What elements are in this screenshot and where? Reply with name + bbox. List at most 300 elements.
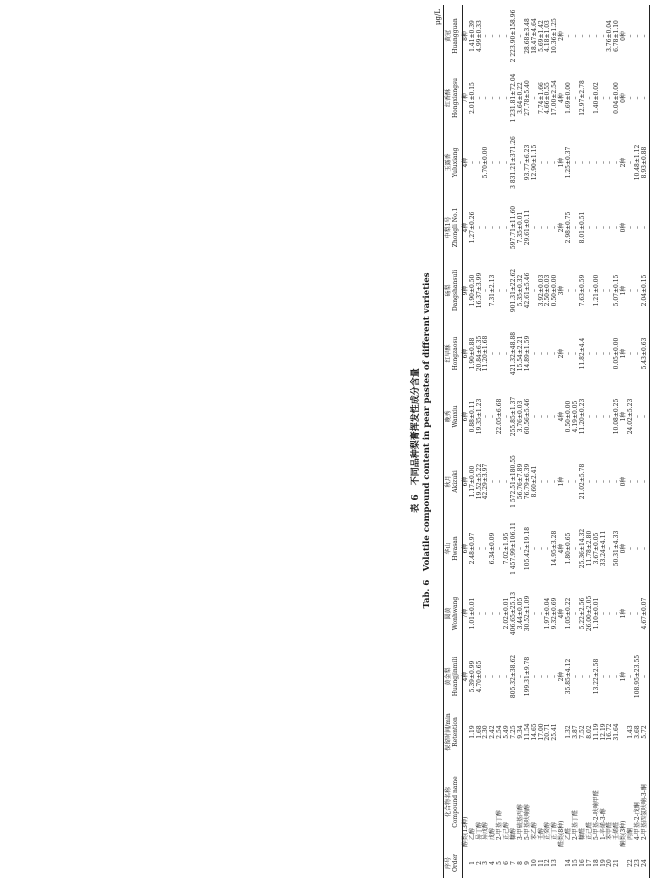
value-cell: 26.00±2.05	[585, 595, 593, 632]
value-cell: 5.07±0.15	[613, 274, 621, 307]
table-row	[607, 5, 614, 878]
value-cell: 597.71±11.60	[510, 205, 518, 250]
count-cell: 9种	[461, 285, 469, 296]
retention-cell: 16.72	[606, 723, 614, 741]
value-cell: –	[634, 96, 642, 100]
value-cell: 5.22±2.56	[578, 597, 586, 630]
value-cell: –	[572, 480, 580, 483]
value-cell: –	[606, 161, 614, 164]
value-cell: –	[565, 480, 573, 483]
column-header-en: Huangjinmili	[451, 656, 459, 697]
value-cell: –	[599, 226, 607, 229]
compound-name-cell: 2-甲基四氢呋喃-3-酮	[640, 784, 648, 840]
value-cell: 2.04±0.15	[640, 274, 648, 307]
order-cell: 3	[482, 861, 490, 865]
column-header	[444, 67, 463, 129]
count-cell: 4种	[558, 411, 566, 422]
column-header-en: Dangshansuli	[451, 269, 459, 312]
order-cell: 9	[523, 861, 531, 865]
value-cell: 17.00±2.54	[551, 80, 559, 116]
value-cell: 35.85±4.12	[565, 658, 573, 695]
column-header-en: Yuluxiang	[451, 147, 459, 178]
column-header	[444, 756, 463, 848]
table-row	[470, 5, 477, 878]
value-cell: 3.67±0.05	[592, 532, 600, 565]
value-cell: 33.24±4.11	[599, 530, 607, 567]
value-cell: –	[634, 34, 642, 38]
retention-cell: 7.52	[578, 725, 586, 739]
value-cell: –	[599, 612, 607, 615]
value-cell: –	[544, 352, 552, 355]
value-cell: 1 231.81±72.04	[510, 73, 518, 123]
value-cell: 93.77±6.23	[523, 144, 531, 181]
value-cell: –	[572, 547, 580, 550]
value-cell: –	[599, 352, 607, 355]
value-cell: –	[530, 226, 538, 229]
column-header-en: Hongxiangsu	[451, 77, 459, 119]
column-header-cn: 玉露香	[445, 153, 452, 172]
count-cell: 1种	[620, 608, 628, 619]
value-cell: –	[516, 675, 524, 678]
column-header-cn: 化合物名称	[445, 787, 452, 818]
value-cell: –	[627, 675, 635, 678]
header-row	[444, 5, 463, 878]
group-name-cell: 醛类(8种)	[558, 820, 566, 847]
value-cell: 76.79±6.39	[523, 463, 531, 500]
value-cell: 15.54±2.21	[516, 335, 524, 372]
value-cell: –	[482, 289, 490, 292]
retention-cell: 3.68	[634, 725, 642, 739]
value-cell: –	[516, 34, 524, 38]
count-cell: 4种	[558, 543, 566, 554]
value-cell: 7.35±0.01	[516, 211, 524, 244]
order-cell: 18	[592, 859, 600, 867]
order-cell: 13	[551, 859, 559, 867]
column-header-cn: 黄金梨	[445, 667, 452, 686]
value-cell: 7.74±1.66	[537, 82, 545, 114]
count-cell: 0种	[620, 476, 628, 487]
value-cell: 105.42±19.18	[523, 526, 531, 571]
column-header	[444, 582, 463, 645]
value-cell: –	[613, 226, 621, 229]
value-cell: –	[530, 352, 538, 355]
value-cell: –	[475, 226, 483, 229]
value-cell: –	[572, 161, 580, 164]
value-cell: –	[475, 612, 483, 615]
table-row	[490, 5, 497, 878]
value-cell: 3.76±0.04	[606, 20, 614, 52]
value-cell: –	[503, 161, 511, 164]
value-cell: 1.41±0.39	[468, 20, 476, 52]
value-cell: 1.01±0.01	[468, 597, 476, 630]
value-cell: 7.02±1.95	[503, 532, 511, 565]
value-cell: –	[572, 226, 580, 229]
value-cell: –	[482, 675, 490, 678]
value-cell: 14.89±1.59	[523, 335, 531, 372]
value-cell: –	[489, 161, 497, 164]
value-cell: 3 831.21±371.26	[510, 136, 518, 189]
table-row	[594, 5, 601, 878]
value-cell: 11.20±0.23	[578, 398, 586, 435]
column-header	[444, 196, 463, 259]
value-cell: 13.22±2.58	[592, 658, 600, 695]
compound-name-cell: 壬醇	[537, 827, 545, 840]
value-cell: 1.17±0.00	[468, 465, 476, 498]
value-cell: –	[592, 161, 600, 164]
value-cell: 6.34±0.09	[489, 532, 497, 565]
value-cell: 4.19±0.05	[572, 400, 580, 433]
value-cell: –	[537, 161, 545, 164]
value-cell: –	[627, 161, 635, 164]
value-cell: –	[578, 161, 586, 164]
compound-name-cell: 壬烯醛	[613, 821, 621, 840]
value-cell: 27.78±5.40	[523, 80, 531, 116]
group-row	[621, 5, 628, 878]
count-cell: 2种	[558, 222, 566, 233]
value-cell: –	[475, 161, 483, 164]
value-cell: –	[530, 96, 538, 100]
value-cell: 1.05±0.22	[565, 597, 573, 630]
value-cell: –	[503, 226, 511, 229]
table-row	[483, 5, 490, 878]
column-header	[444, 385, 463, 448]
value-cell: 29.61±0.11	[523, 209, 531, 246]
retention-cell: 2.42	[489, 725, 497, 739]
value-cell: 42.61±5.46	[523, 272, 531, 309]
order-cell: 7	[510, 861, 518, 865]
table-row	[587, 5, 594, 878]
value-cell: –	[530, 675, 538, 678]
count-cell: 0种	[620, 543, 628, 554]
value-cell: –	[496, 96, 504, 100]
column-header	[444, 5, 463, 67]
count-cell: 1种	[620, 411, 628, 422]
table-row	[525, 5, 532, 878]
column-header-en: Retention	[451, 717, 459, 747]
order-cell: 5	[496, 861, 504, 865]
column-header-en: Zhongli No.1	[451, 207, 459, 248]
table-row	[545, 5, 552, 878]
value-cell: 10.36±1.25	[551, 18, 559, 54]
column-header-en: Wanxiu	[451, 405, 459, 428]
value-cell: 60.56±5.46	[523, 398, 531, 435]
value-cell: –	[544, 161, 552, 164]
value-cell: –	[482, 415, 490, 418]
value-cell: –	[592, 480, 600, 483]
value-cell: –	[585, 226, 593, 229]
value-cell: –	[640, 480, 648, 483]
value-cell: 5.70±0.00	[482, 146, 490, 179]
compound-name-cell: 4-甲基-2-戊酮	[634, 802, 642, 840]
count-cell: 1种	[620, 671, 628, 682]
count-cell: 8种	[461, 31, 469, 41]
count-cell: 4种	[558, 93, 566, 103]
value-cell: –	[551, 161, 559, 164]
value-cell: –	[530, 289, 538, 292]
table-row	[614, 5, 621, 878]
table-row	[511, 5, 518, 878]
value-cell: 3.92±0.03	[537, 274, 545, 307]
group-name-cell: 醇类(13种)	[461, 816, 469, 847]
count-cell: 4种	[461, 157, 469, 168]
value-cell: –	[489, 612, 497, 615]
value-cell: –	[530, 612, 538, 615]
table-row	[532, 5, 539, 878]
retention-cell: 14.65	[530, 723, 538, 741]
value-cell: 255.85±1.37	[510, 396, 518, 437]
group-name-cell: 酮类(3种)	[620, 820, 628, 847]
table-body	[462, 5, 649, 878]
value-cell: 421.32±48.88	[510, 331, 518, 376]
value-cell: –	[572, 352, 580, 355]
value-cell: –	[551, 675, 559, 678]
value-cell: –	[551, 415, 559, 418]
value-cell: –	[530, 547, 538, 550]
value-cell: –	[627, 547, 635, 550]
column-header	[444, 259, 463, 322]
column-header-cn: 黄冠	[445, 30, 452, 43]
order-cell: 23	[634, 859, 642, 867]
value-cell: –	[475, 96, 483, 100]
column-header	[444, 645, 463, 708]
value-cell: 42.29±3.97	[482, 463, 490, 500]
value-cell: –	[613, 612, 621, 615]
column-header-cn: 中梨1号	[445, 216, 452, 239]
value-cell: –	[592, 415, 600, 418]
value-cell: 11.20±1.68	[482, 335, 490, 372]
count-cell: 1种	[558, 157, 566, 168]
value-cell: –	[537, 226, 545, 229]
value-cell: –	[606, 226, 614, 229]
count-cell: 2种	[620, 157, 628, 168]
value-cell: –	[496, 161, 504, 164]
value-cell: 901.31±22.62	[510, 268, 518, 313]
order-cell: 11	[537, 859, 545, 867]
column-header-cn: 保留时间/min	[445, 713, 452, 751]
retention-cell: 25.41	[551, 723, 559, 741]
column-header	[444, 848, 463, 878]
value-cell: –	[489, 226, 497, 229]
value-cell: –	[606, 547, 614, 550]
value-cell: 11.82±4.4	[578, 337, 586, 370]
column-header-en: Huangguan	[451, 18, 459, 54]
compound-name-cell: 糠醛	[578, 827, 586, 840]
value-cell: 6.78±1.10	[613, 20, 621, 52]
order-cell: 6	[503, 861, 511, 865]
value-cell: –	[599, 289, 607, 292]
value-cell: 0.05±0.00	[613, 337, 621, 370]
value-cell: 1.69±0.00	[565, 82, 573, 114]
value-cell: 19.35±1.23	[475, 398, 483, 435]
compound-name-cell: 5-甲基-2-呋喃甲醛	[592, 790, 600, 840]
value-cell: 1.40±0.02	[592, 82, 600, 114]
value-cell: 50.31±4.33	[613, 530, 621, 567]
retention-cell: 7.25	[510, 725, 518, 739]
value-cell: –	[489, 34, 497, 38]
column-header-cn: 圆黄	[445, 607, 452, 620]
value-cell: 16.37±3.99	[475, 272, 483, 309]
value-cell: –	[551, 226, 559, 229]
compound-name-cell: 异戊醇	[482, 821, 490, 840]
value-cell: –	[482, 612, 490, 615]
value-cell: 1.97±0.04	[544, 597, 552, 630]
value-cell: 22.05±6.68	[496, 398, 504, 435]
value-cell: –	[606, 612, 614, 615]
value-cell: –	[489, 480, 497, 483]
compound-name-cell: 苯乙醇	[530, 821, 538, 840]
value-cell: 5.43±0.63	[640, 337, 648, 370]
value-cell: –	[592, 352, 600, 355]
count-cell: 6种	[461, 543, 469, 554]
value-cell: –	[496, 352, 504, 355]
value-cell: –	[496, 547, 504, 550]
order-cell: 20	[606, 859, 614, 867]
value-cell: –	[634, 480, 642, 483]
value-cell: –	[475, 547, 483, 550]
value-cell: 4.66±0.55	[544, 82, 552, 114]
value-cell: –	[585, 289, 593, 292]
value-cell: –	[482, 96, 490, 100]
value-cell: 0.50±0.00	[565, 400, 573, 433]
value-cell: 24.02±5.23	[627, 398, 635, 435]
value-cell: –	[634, 415, 642, 418]
value-cell: –	[496, 226, 504, 229]
order-cell: 17	[585, 859, 593, 867]
count-cell: 4种	[461, 671, 469, 682]
column-header	[444, 129, 463, 196]
value-cell: –	[640, 547, 648, 550]
count-cell: 1种	[620, 348, 628, 359]
value-cell: –	[585, 675, 593, 678]
group-row	[559, 5, 566, 878]
value-cell: 10.08±0.25	[613, 398, 621, 435]
count-cell: 7种	[461, 93, 469, 103]
value-cell: 0.04±0.00	[613, 82, 621, 114]
value-cell: –	[537, 415, 545, 418]
value-cell: –	[496, 480, 504, 483]
column-header-en: Compound name	[451, 776, 459, 828]
value-cell: –	[544, 480, 552, 483]
count-cell: 2种	[558, 31, 566, 41]
column-header-en: Hwasan	[451, 536, 459, 561]
value-cell: –	[537, 547, 545, 550]
value-cell: 3.64±0.22	[516, 82, 524, 114]
compound-name-cell: 正癸醇	[544, 821, 552, 840]
value-cell: –	[482, 226, 490, 229]
compound-name-cell: 正丁醇	[551, 821, 559, 840]
value-cell: –	[640, 675, 648, 678]
table-row	[635, 5, 642, 878]
count-cell: 6种	[461, 476, 469, 487]
value-cell: –	[503, 34, 511, 38]
value-cell: –	[565, 352, 573, 355]
order-cell: 22	[627, 859, 635, 867]
value-cell: –	[585, 34, 593, 38]
value-cell: 1.90±0.88	[468, 337, 476, 370]
value-cell: 7.31±2.13	[489, 274, 497, 307]
compound-name-cell: 3-甲硫基丙醇	[516, 804, 524, 840]
compound-name-cell: 丙酮	[627, 827, 635, 840]
value-cell: 18.47±4.64	[530, 18, 538, 54]
value-cell: –	[482, 547, 490, 550]
compound-name-cell: 正己醇	[503, 821, 511, 840]
value-cell: 1.10±0.01	[592, 597, 600, 630]
order-cell: 2	[475, 861, 483, 865]
retention-cell: 8.02	[585, 725, 593, 739]
value-cell: 21.02±5.78	[578, 463, 586, 500]
count-cell: 0种	[620, 31, 628, 41]
compound-name-cell: 乙醛	[565, 827, 573, 840]
value-cell: 108.95±23.55	[634, 654, 642, 699]
value-cell: –	[489, 352, 497, 355]
value-cell: 12.97±2.78	[578, 80, 586, 116]
value-cell: –	[613, 675, 621, 678]
value-cell: 1.27±0.26	[468, 211, 476, 244]
value-cell: –	[634, 289, 642, 292]
column-header-en: Order	[451, 853, 459, 873]
table-row	[539, 5, 546, 878]
value-cell: –	[489, 415, 497, 418]
table-row	[477, 5, 484, 878]
value-cell: –	[572, 96, 580, 100]
value-cell: –	[599, 480, 607, 483]
order-cell: 14	[565, 859, 573, 867]
value-cell: 4.70±0.65	[475, 660, 483, 693]
volatile-compound-table	[443, 5, 650, 878]
compound-name-cell: 2-甲基丁醛	[572, 810, 580, 840]
column-header-cn: 红早酥	[445, 344, 452, 363]
count-cell: 2种	[558, 671, 566, 682]
value-cell: –	[627, 289, 635, 292]
compound-name-cell: 5-甲基呋喃醇	[523, 804, 531, 840]
value-cell: –	[578, 34, 586, 38]
retention-cell: 3.87	[572, 725, 580, 739]
compound-name-cell: 1-辛烯-3-醇	[599, 808, 607, 840]
value-cell: –	[496, 612, 504, 615]
column-header-cn: 砀梨	[445, 284, 452, 297]
value-cell: –	[544, 226, 552, 229]
value-cell: 805.32±38.62	[510, 654, 518, 699]
value-cell: –	[606, 289, 614, 292]
value-cell: –	[627, 96, 635, 100]
value-cell: 5.39±0.99	[468, 660, 476, 693]
value-cell: 1.25±0.37	[565, 146, 573, 179]
compound-name-cell: 戊醇	[489, 827, 497, 840]
count-cell: 6种	[461, 348, 469, 359]
retention-cell: 20.71	[544, 723, 552, 741]
value-cell: 9.32±0.69	[551, 597, 559, 630]
table-row	[552, 5, 559, 878]
column-header-cn: 红香酥	[445, 89, 452, 108]
column-header-cn: 华山	[445, 542, 452, 555]
value-cell: –	[537, 675, 545, 678]
value-cell: 20.84±6.35	[475, 335, 483, 372]
value-cell: –	[544, 547, 552, 550]
value-cell: –	[585, 161, 593, 164]
value-cell: –	[613, 480, 621, 483]
column-header-en: Hongzaosu	[451, 336, 459, 371]
compound-name-cell: 异丁醇	[475, 821, 483, 840]
value-cell: –	[627, 612, 635, 615]
value-cell: 0.88±0.11	[468, 400, 476, 433]
order-cell: 1	[468, 861, 476, 865]
retention-cell: 17.00	[537, 723, 545, 741]
value-cell: –	[544, 415, 552, 418]
retention-cell: 9.34	[516, 725, 524, 739]
value-cell: –	[503, 480, 511, 483]
count-cell: 4种	[558, 608, 566, 619]
value-cell: 14.95±3.28	[551, 530, 559, 567]
